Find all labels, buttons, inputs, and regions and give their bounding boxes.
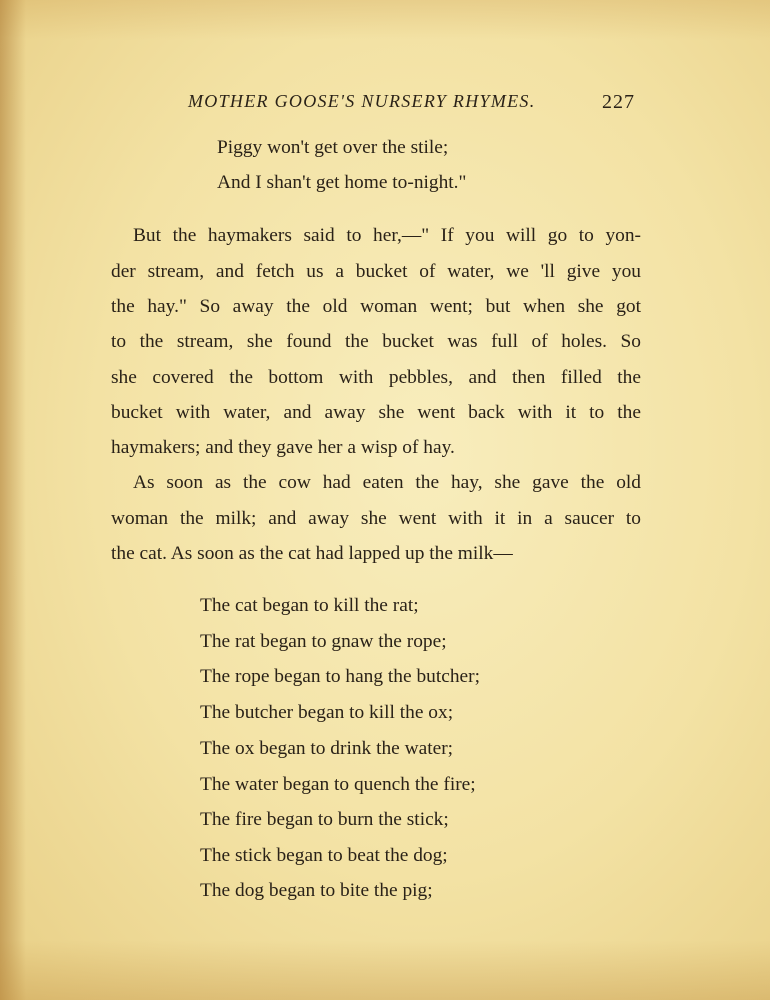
- verse-line: The cat began to kill the rat;: [200, 595, 419, 616]
- paragraph-line: But the haymakers said to her,—" If you will go to yon-: [133, 225, 641, 246]
- running-head: MOTHER GOOSE'S NURSERY RHYMES.: [188, 91, 536, 111]
- verse-line: The fire began to burn the stick;: [200, 809, 449, 830]
- paragraph-line: the cat. As soon as the cat had lapped up the milk—: [111, 543, 513, 564]
- paragraph-line: As soon as the cow had eaten the hay, she gave the old: [133, 472, 641, 493]
- verse-line: The stick began to beat the dog;: [200, 845, 448, 866]
- verse-line: The dog began to bite the pig;: [200, 880, 433, 901]
- paragraph-line: woman the milk; and away she went with it in a saucer to: [111, 508, 641, 529]
- paragraph-line: haymakers; and they gave her a wisp of hay.: [111, 437, 455, 458]
- opening-verse-line: And I shan't get home to-night.": [217, 172, 467, 193]
- verse-line: The water began to quench the fire;: [200, 774, 476, 795]
- verse-line: The rat began to gnaw the rope;: [200, 631, 447, 652]
- page-stain-bottom: [0, 940, 770, 1000]
- paragraph-line: she covered the bottom with pebbles, and then filled the: [111, 367, 641, 388]
- page-binding-edge: [0, 0, 26, 1000]
- paragraph-line: bucket with water, and away she went back with it to the: [111, 402, 641, 423]
- paragraph-line: the hay." So away the old woman went; but when she got: [111, 296, 641, 317]
- page-number: 227: [602, 91, 635, 113]
- verse-line: The ox began to drink the water;: [200, 738, 454, 759]
- paragraph-line: to the stream, she found the bucket was full of holes. So: [111, 331, 641, 352]
- page-stain-top: [0, 0, 770, 40]
- paragraph-line: der stream, and fetch us a bucket of water, we 'll give you: [111, 261, 641, 282]
- opening-verse-line: Piggy won't get over the stile;: [217, 137, 449, 158]
- verse-line: The rope began to hang the butcher;: [200, 666, 480, 687]
- verse-line: The butcher began to kill the ox;: [200, 702, 454, 723]
